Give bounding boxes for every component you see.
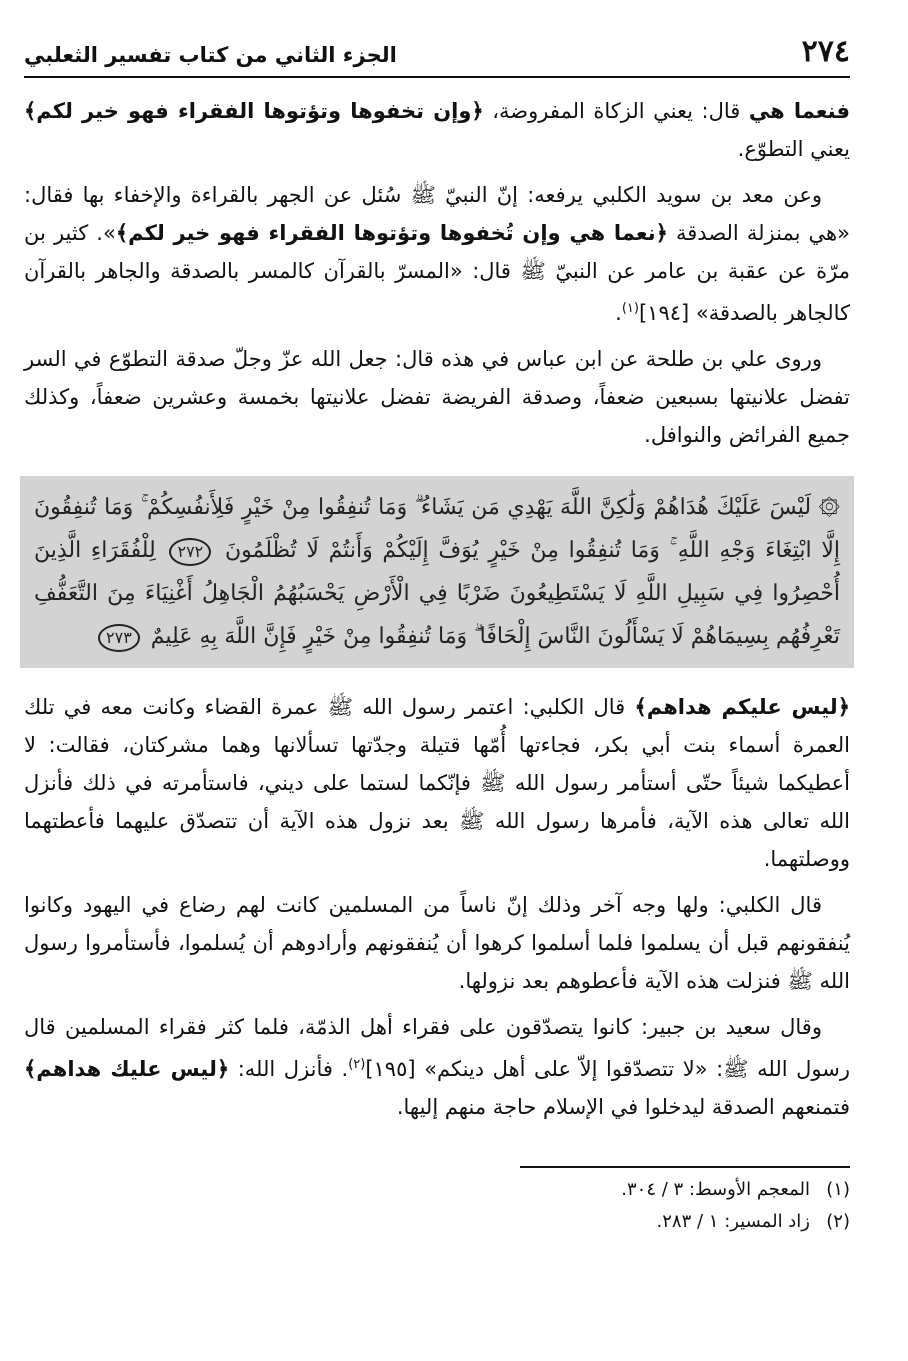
paragraph-text: ». كثير بن مرّة عن عقبة بن عامر عن النبيّ ﷺ قال: «المسرّ بالقرآن كالمسر بالصدقة والجاهر بالقرآن كالجاهر بالصدقة» [١٩٤] — [24, 221, 850, 325]
page-content — [24, 92, 850, 1126]
footnote-item — [24, 1206, 850, 1238]
footnote-ref[interactable]: (٢) — [348, 1057, 366, 1072]
footnote-item — [24, 1174, 850, 1206]
book-page — [24, 28, 850, 1238]
quoted-verse: ﴿ليس عليكم هداهم﴾ — [634, 695, 850, 719]
footnote-number: (١) — [826, 1179, 850, 1200]
quran-verse-box — [20, 476, 854, 668]
footnote-text: المعجم الأوسط: ٣ / ٣٠٤. — [621, 1179, 810, 1200]
footnote-ref[interactable]: (١) — [621, 301, 639, 316]
paragraph-5: قال الكلبي: ولها وجه آخر وذلك إنّ ناساً من المسلمين كانت لهم رضاع في اليهود وكانوا يُنفقونهم قبل أن يسلموا فلما أسلموا كرهوا أن يُنفقونهم وأرادوهم أن يُسلموا، فأستأمروا رسول الله ﷺ فنزلت هذه الآية فأعطوهم بعد نزولها. — [24, 893, 850, 993]
paragraph-1 — [24, 92, 850, 168]
paragraph-text: قال الكلبي: اعتمر رسول الله ﷺ عمرة القضاء وكانت معه في تلك العمرة أسماء بنت أبي بكر، فجاءتها أُمّها قتيلة وجدّتها تسألانها وهما مشركتان، فقالت: لا أعطيكما شيئاً حتّى أستأمر رسول الله ﷺ فإنّكما لستما على ديني، فاستأمرته في ذلك فأنزل الله تعالى هذه الآية، فأمرها رسول الله ﷺ بعد نزول هذه الآية أن تتصدّق عليهما فأعطتهما ووصلتهما. — [24, 695, 850, 871]
paragraph-text: وعن معد بن سويد الكلبي يرفعه: إنّ النبيّ ﷺ سُئل عن الجهر بالقراءة والإخفاء بها فقال: «هي بمنزلة الصدقة — [24, 183, 850, 245]
quoted-verse: ﴿نعما هي وإن تُخفوها وتؤتوها الفقراء فهو خير لكم﴾ — [115, 221, 668, 245]
paragraph-4 — [24, 688, 850, 878]
quoted-verse: ﴿وإن تخفوها وتؤتوها الفقراء فهو خير لكم﴾ — [24, 99, 484, 123]
quran-text: لِلْفُقَرَاءِ الَّذِينَ أُحْصِرُوا فِي سَبِيلِ اللَّهِ لَا يَسْتَطِيعُونَ ضَرْبًا فِي الْأَرْضِ يَحْسَبُهُمُ الْجَاهِلُ أَغْنِيَاءَ مِنَ التَّعَفُّفِ تَعْرِفُهُم بِسِيمَاهُمْ لَا يَسْأَلُونَ النَّاسَ إِلْحَافًا ۗ وَمَا تُنفِقُوا مِنْ خَيْرٍ فَإِنَّ اللَّهَ بِهِ عَلِيمٌ — [34, 538, 840, 649]
page-header — [24, 28, 850, 78]
footnotes — [24, 1174, 850, 1238]
ayah-number-marker: ٢٧٣ — [98, 624, 140, 652]
quoted-phrase: فنعما هي — [748, 99, 850, 123]
paragraph-text: يعني التطوّع. — [737, 137, 850, 161]
paragraph-3: وروى علي بن طلحة عن ابن عباس في هذه قال: جعل الله عزّ وجلّ صدقة التطوّع في السر تفضل علانيتها بسبعين ضعفاً، وصدقة الفريضة تفضل علانيتها بخمسة وعشرين ضعفاً، وكذلك جميع الفرائض والنوافل. — [24, 347, 850, 447]
footnote-divider — [520, 1166, 850, 1168]
footnote-number: (٢) — [826, 1211, 850, 1232]
quran-text: ۞ لَيْسَ عَلَيْكَ هُدَاهُمْ وَلَٰكِنَّ اللَّهَ يَهْدِي مَن يَشَاءُ ۗ وَمَا تُنفِقُوا مِنْ خَيْرٍ فَلِأَنفُسِكُمْ ۚ وَمَا تُنفِقُونَ إِلَّا ابْتِغَاءَ وَجْهِ اللَّهِ ۚ وَمَا تُنفِقُوا مِنْ خَيْرٍ يُوَفَّ إِلَيْكُمْ وَأَنتُمْ لَا تُظْلَمُونَ — [34, 495, 840, 563]
paragraph-text: فتمنعهم الصدقة ليدخلوا في الإسلام حاجة منهم إليها. — [396, 1095, 850, 1119]
running-title: الجزء الثاني من كتاب تفسير الثعلبي — [24, 43, 397, 67]
page-number: ٢٧٤ — [801, 34, 850, 69]
quoted-verse: ﴿ليس عليك هداهم﴾ — [24, 1057, 230, 1081]
paragraph-6 — [24, 1008, 850, 1126]
paragraph-2 — [24, 176, 850, 332]
paragraph-text: . فأنزل الله: — [229, 1057, 349, 1081]
paragraph-text: . — [615, 301, 622, 325]
paragraph-text: قال: يعني الزكاة المفروضة، — [483, 99, 749, 123]
footnote-text: زاد المسير: ١ / ٢٨٣. — [656, 1211, 810, 1232]
paragraph-text: وقال سعيد بن جبير: كانوا يتصدّقون على فقراء أهل الذمّة، فلما كثر فقراء المسلمين قال رسول الله ﷺ: «لا تتصدّقوا إلاّ على أهل دينكم» [١٩٥] — [24, 1015, 850, 1081]
ayah-number-marker: ٢٧٢ — [169, 538, 211, 566]
